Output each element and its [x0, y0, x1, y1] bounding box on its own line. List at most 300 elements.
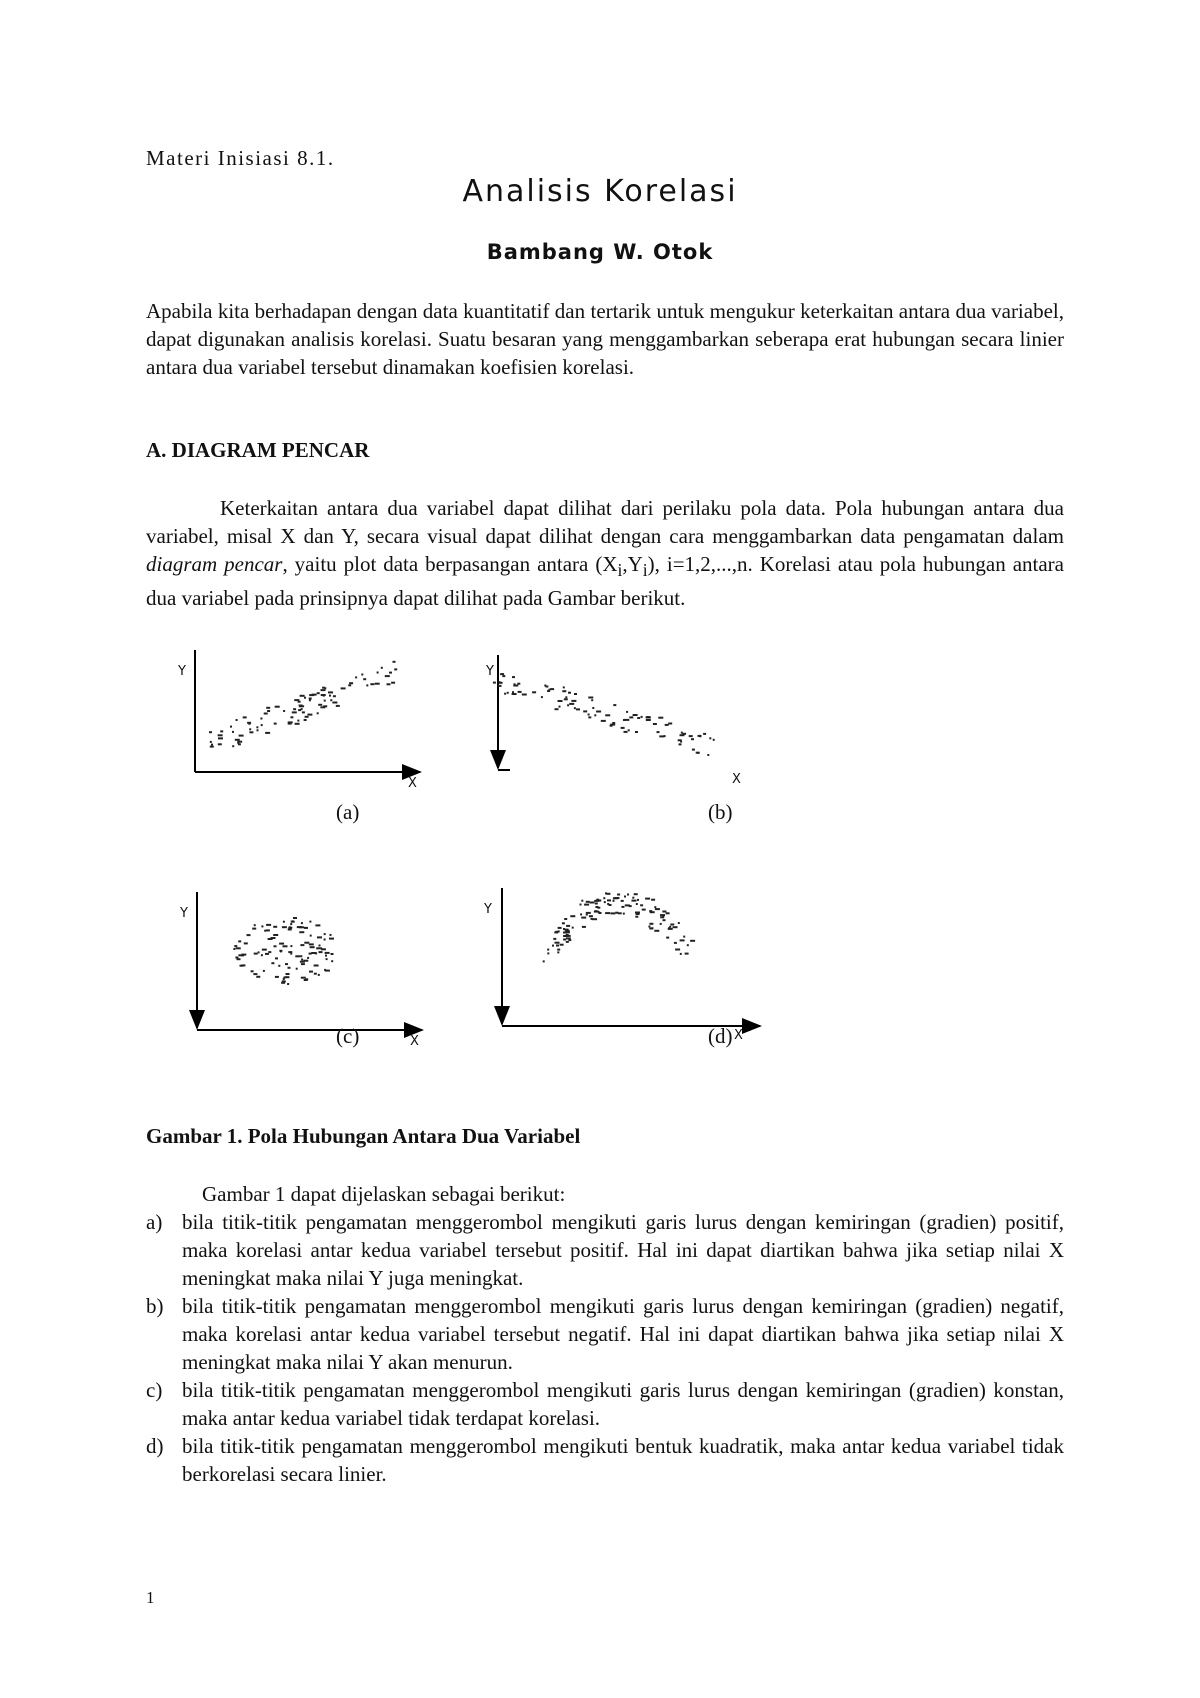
scatter-point	[553, 938, 556, 940]
scatter-point	[513, 685, 518, 687]
scatter-point	[574, 707, 576, 709]
y-axis-label-b: Y	[486, 664, 494, 679]
scatter-point	[633, 714, 638, 716]
list-item	[146, 1432, 1064, 1488]
scatter-point	[253, 973, 257, 975]
scatter-point	[286, 973, 290, 975]
scatter-point	[599, 912, 602, 914]
scatter-point	[678, 922, 680, 924]
scatter-point	[271, 962, 274, 964]
scatter-point	[558, 700, 563, 702]
scatter-point	[623, 719, 625, 721]
scatter-point	[324, 939, 326, 941]
scatter-point	[697, 752, 699, 754]
scatter-point	[391, 682, 395, 684]
scatter-point	[302, 711, 305, 713]
scatter-point	[592, 918, 597, 920]
scatter-point	[301, 922, 303, 924]
scatter-point	[574, 693, 577, 695]
scatter-point	[348, 684, 351, 686]
scatter-point	[627, 894, 629, 896]
scatter-point	[300, 695, 305, 697]
scatter-point	[658, 717, 663, 719]
scatter-point	[236, 719, 238, 721]
scatter-point	[703, 733, 706, 735]
scatter-point	[262, 949, 267, 951]
scatter-point	[541, 696, 543, 698]
scatter-point	[318, 704, 322, 706]
scatter-point	[218, 743, 222, 745]
subscript-i: i	[617, 560, 623, 581]
scatter-point	[301, 963, 305, 965]
panel-label-d: (d)	[708, 1024, 733, 1048]
section-heading: A. DIAGRAM PENCAR	[146, 438, 370, 462]
panel-c	[197, 892, 422, 1030]
scatter-point	[331, 953, 334, 955]
scatter-point	[572, 927, 574, 929]
scatter-point	[238, 940, 241, 942]
scatter-point	[660, 923, 662, 925]
scatter-point	[612, 722, 615, 724]
scatter-point	[309, 699, 311, 701]
scatter-point	[210, 741, 212, 743]
scatter-point	[281, 982, 285, 984]
scatter-point	[333, 695, 336, 697]
scatter-point	[256, 726, 258, 728]
point-cloud-c	[233, 917, 334, 985]
scatter-point	[288, 929, 292, 931]
scatter-point	[273, 926, 277, 928]
scatter-point	[304, 719, 307, 721]
x-axis-label-d: X	[734, 1028, 743, 1043]
scatter-point	[258, 951, 260, 953]
scatter-point	[336, 705, 340, 707]
scatter-point	[678, 739, 682, 741]
scatter-point	[328, 691, 333, 693]
scatter-point	[315, 952, 317, 954]
scatter-point	[550, 688, 554, 690]
scatter-point	[617, 894, 620, 896]
scatter-point	[288, 967, 291, 969]
scatter-point	[377, 672, 379, 674]
scatter-point	[304, 979, 308, 981]
scatter-point	[605, 912, 610, 914]
scatter-point	[274, 945, 277, 947]
scatter-point	[315, 924, 320, 926]
scatter-point	[655, 908, 660, 910]
scatter-point	[681, 732, 683, 734]
scatter-diagrams	[160, 650, 800, 1120]
scatter-point	[304, 697, 306, 699]
scatter-point	[279, 943, 284, 945]
y-axis-label-d: Y	[484, 902, 492, 917]
scatter-point	[660, 916, 664, 918]
scatter-point	[493, 682, 496, 684]
scatter-point	[280, 950, 282, 952]
scatter-point	[690, 940, 695, 942]
scatter-point	[363, 678, 366, 680]
scatter-point	[557, 951, 559, 953]
scatter-point	[659, 735, 664, 737]
scatter-point	[590, 902, 595, 904]
scatter-point	[607, 899, 611, 901]
scatter-point	[568, 692, 571, 694]
scatter-point	[296, 968, 298, 970]
scatter-point	[613, 704, 616, 706]
scatter-point	[263, 970, 265, 972]
scatter-point	[592, 707, 594, 709]
scatter-point	[563, 686, 565, 688]
scatter-point	[552, 945, 554, 947]
scatter-point	[305, 716, 309, 718]
scatter-point	[500, 673, 504, 675]
scatter-point	[518, 691, 522, 693]
scatter-point	[326, 958, 328, 960]
scatter-point	[320, 947, 322, 949]
scatter-point	[307, 714, 312, 716]
scatter-point	[322, 687, 325, 689]
scatter-point	[641, 716, 643, 718]
panel-b	[493, 655, 715, 770]
scatter-point	[275, 976, 279, 978]
scatter-point	[594, 911, 599, 913]
scatter-point	[588, 714, 590, 716]
scatter-point	[555, 942, 560, 944]
scatter-point	[300, 955, 302, 957]
scatter-point	[293, 708, 296, 710]
scatter-point	[309, 953, 312, 955]
scatter-point	[293, 917, 297, 919]
scatter-point	[288, 927, 292, 929]
scatter-point	[287, 983, 289, 985]
scatter-point	[626, 711, 628, 713]
scatter-figure	[160, 650, 800, 1120]
scatter-point	[283, 945, 288, 947]
scatter-point	[268, 951, 271, 953]
scatter-point	[254, 953, 258, 955]
scatter-point	[265, 953, 269, 955]
scatter-point	[297, 720, 299, 722]
scatter-point	[615, 912, 618, 914]
x-axis-label-b: X	[732, 772, 741, 787]
scatter-point	[559, 706, 561, 708]
scatter-point	[581, 917, 586, 919]
body-text-part3: ), i=1,2,...,n. Korelasi atau pola hubungan antara dua variabel pada prinsipnya dapat dilihat pada Gambar berikut.	[146, 552, 1064, 611]
scatter-point	[691, 738, 694, 740]
section-body-paragraph	[146, 494, 1064, 612]
scatter-point	[662, 911, 666, 913]
scatter-point	[389, 672, 392, 674]
scatter-point	[654, 906, 656, 908]
scatter-point	[621, 900, 624, 902]
scatter-point	[330, 699, 332, 701]
scatter-point	[309, 921, 311, 923]
scatter-point	[648, 926, 650, 928]
scatter-point	[300, 944, 304, 946]
y-axis-label-c: Y	[180, 906, 188, 921]
scatter-point	[628, 729, 630, 731]
scatter-point	[569, 703, 574, 705]
scatter-point	[547, 949, 549, 951]
list-item-text: bila titik-titik pengamatan menggerombol mengikuti bentuk kuadratik, maka antar kedua variabel tidak berkorelasi secara linier.	[182, 1434, 1064, 1486]
scatter-point	[349, 682, 353, 684]
scatter-point	[649, 923, 653, 925]
scatter-point	[557, 949, 560, 951]
scatter-point	[297, 926, 302, 928]
scatter-point	[274, 723, 277, 725]
scatter-point	[675, 949, 680, 951]
scatter-point	[290, 953, 292, 955]
scatter-point	[254, 924, 256, 926]
scatter-point	[635, 912, 640, 914]
scatter-point	[265, 732, 270, 734]
list-item	[146, 1292, 1064, 1376]
scatter-point	[331, 960, 333, 962]
scatter-point	[341, 687, 346, 689]
list-item-text: bila titik-titik pengamatan menggerombol mengikuti garis lurus dengan kemiringan (gradien) konstan, maka antar kedua variabel tidak terdapat korelasi.	[182, 1378, 1064, 1430]
scatter-point	[251, 970, 254, 972]
scatter-point	[635, 731, 638, 733]
scatter-point	[685, 953, 689, 955]
scatter-point	[547, 690, 550, 692]
body-italic-term: diagram pencar	[146, 552, 283, 576]
scatter-point	[300, 961, 305, 963]
scatter-point	[247, 722, 251, 724]
scatter-point	[654, 930, 659, 932]
scatter-point	[637, 717, 640, 719]
scatter-point	[218, 737, 223, 739]
scatter-point	[562, 922, 565, 924]
scatter-point	[646, 716, 651, 718]
scatter-point	[292, 711, 297, 713]
scatter-point	[290, 923, 292, 925]
scatter-point	[689, 735, 693, 737]
scatter-point	[209, 731, 212, 733]
scatter-point	[235, 957, 238, 959]
scatter-point	[319, 951, 323, 953]
scatter-point	[591, 699, 593, 701]
scatter-point	[230, 726, 232, 728]
scatter-point	[325, 970, 330, 972]
scatter-point	[556, 945, 559, 947]
scatter-point	[668, 723, 672, 725]
scatter-point	[381, 667, 383, 669]
scatter-point	[256, 976, 260, 978]
scatter-point	[301, 708, 303, 710]
scatter-point	[629, 716, 633, 718]
scatter-point	[594, 714, 596, 716]
scatter-point	[241, 954, 246, 956]
scatter-point	[498, 685, 502, 687]
x-axis-label-a: X	[408, 776, 417, 791]
scatter-point	[512, 691, 514, 693]
scatter-point	[232, 745, 234, 747]
list-marker: a)	[146, 1210, 163, 1234]
scatter-point	[299, 705, 303, 707]
scatter-point	[247, 934, 251, 936]
scatter-point	[594, 900, 599, 902]
scatter-point	[309, 943, 314, 945]
scatter-point	[260, 718, 262, 720]
scatter-point	[651, 899, 655, 901]
scatter-point	[586, 912, 591, 914]
scatter-point	[309, 971, 313, 973]
scatter-point	[283, 710, 285, 712]
scatter-point	[317, 712, 319, 714]
scatter-point	[278, 965, 280, 967]
scatter-point	[329, 695, 331, 697]
point-cloud-a	[209, 661, 397, 748]
scatter-point	[366, 684, 368, 686]
page-number: 1	[146, 1588, 155, 1607]
scatter-point	[666, 912, 670, 914]
scatter-point	[576, 708, 580, 710]
subscript-i: i	[642, 560, 648, 581]
scatter-point	[709, 737, 711, 739]
scatter-point	[211, 744, 213, 746]
scatter-point	[283, 921, 285, 923]
scatter-point	[249, 728, 251, 730]
scatter-point	[567, 935, 571, 937]
scatter-point	[235, 739, 240, 741]
scatter-point	[266, 929, 270, 931]
body-text-part2: , yaitu plot data berpasangan antara (X	[282, 552, 618, 576]
scatter-point	[666, 937, 669, 939]
scatter-point	[635, 916, 638, 918]
scatter-point	[563, 939, 566, 941]
scatter-point	[330, 934, 332, 936]
list-item	[146, 1376, 1064, 1432]
scatter-point	[275, 706, 280, 708]
scatter-point	[220, 730, 223, 732]
scatter-point	[558, 927, 562, 929]
scatter-point	[679, 743, 682, 745]
body-text-part1: Keterkaitan antara dua variabel dapat dilihat dari perilaku pola data. Pola hubungan antara dua variabel, misal X dan Y, secara visual dapat dilihat dengan cara menggambarkan data pengamatan dalam	[146, 496, 1064, 548]
scatter-point	[324, 700, 326, 702]
scatter-point	[502, 675, 505, 677]
scatter-point	[564, 918, 567, 920]
scatter-point	[607, 903, 609, 905]
scatter-point	[624, 719, 629, 721]
scatter-point	[642, 909, 646, 911]
scatter-point	[640, 904, 643, 906]
scatter-point	[595, 906, 598, 908]
list-marker: b)	[146, 1294, 164, 1318]
scatter-point	[325, 952, 330, 954]
scatter-point	[564, 698, 568, 700]
scatter-point	[673, 926, 678, 928]
scatter-point	[295, 723, 300, 725]
scatter-point	[637, 899, 639, 901]
scatter-point	[567, 704, 569, 706]
list-item-text: bila titik-titik pengamatan menggerombol mengikuti garis lurus dengan kemiringan (gradien) negatif, maka korelasi antar kedua variabel tersebut negatif. Hal ini dapat diartikan bahwa jika setiap nilai X meningkat maka nilai Y akan menurun.	[182, 1294, 1064, 1374]
body-comma: ,Y	[622, 552, 643, 576]
scatter-point	[692, 749, 695, 751]
scatter-point	[394, 668, 397, 670]
scatter-point	[596, 711, 601, 713]
scatter-point	[266, 707, 270, 709]
scatter-point	[555, 931, 558, 933]
scatter-point	[653, 723, 657, 725]
scatter-point	[325, 955, 327, 957]
explanation-intro: Gambar 1 dapat dijelaskan sebagai berikut:	[202, 1182, 566, 1206]
scatter-point	[621, 727, 625, 729]
scatter-point	[310, 935, 312, 937]
scatter-point	[595, 903, 598, 905]
scatter-point	[244, 942, 248, 944]
x-axis-label-c: X	[410, 1034, 419, 1049]
scatter-point	[307, 957, 309, 959]
scatter-point	[707, 754, 709, 756]
scatter-point	[329, 938, 334, 940]
scatter-point	[324, 933, 326, 935]
scatter-point	[290, 945, 292, 947]
scatter-point	[613, 900, 615, 902]
scatter-point	[566, 941, 569, 943]
scatter-point	[571, 700, 576, 702]
scatter-point	[218, 734, 223, 736]
scatter-point	[236, 947, 241, 949]
scatter-point	[610, 912, 615, 914]
scatter-point	[261, 954, 263, 956]
scatter-point	[565, 696, 567, 698]
scatter-point	[680, 953, 682, 955]
scatter-point	[570, 915, 575, 917]
scatter-point	[584, 904, 589, 906]
author-name: Bambang W. Otok	[486, 240, 714, 264]
scatter-point	[288, 721, 293, 723]
scatter-point	[604, 901, 606, 903]
scatter-point	[636, 903, 638, 905]
scatter-point	[249, 731, 253, 733]
scatter-point	[507, 692, 509, 694]
scatter-point	[261, 925, 263, 927]
scatter-point	[243, 716, 247, 718]
scatter-point	[314, 965, 319, 967]
scatter-point	[317, 936, 322, 938]
explanation-list	[146, 1208, 1064, 1488]
scatter-point	[233, 948, 235, 950]
panel-label-c: (c)	[336, 1024, 360, 1048]
scatter-point	[560, 944, 564, 946]
scatter-point	[699, 735, 701, 737]
scatter-point	[266, 924, 271, 926]
scatter-point	[275, 957, 278, 959]
scatter-point	[264, 713, 268, 715]
scatter-point	[499, 681, 501, 683]
panel-label-a: (a)	[336, 800, 360, 824]
scatter-point	[566, 937, 571, 939]
panel-d	[502, 888, 760, 1026]
scatter-point	[271, 937, 276, 939]
scatter-point	[393, 661, 396, 663]
scatter-point	[239, 735, 244, 737]
scatter-point	[657, 731, 660, 733]
scatter-point	[645, 898, 650, 900]
scatter-point	[665, 724, 669, 726]
scatter-point	[301, 977, 306, 979]
scatter-point	[680, 939, 685, 941]
scatter-point	[650, 911, 655, 913]
scatter-point	[582, 926, 586, 928]
scatter-point	[601, 720, 606, 722]
document-title: Analisis Korelasi	[462, 174, 738, 209]
scatter-point	[632, 897, 634, 899]
scatter-point	[317, 692, 320, 694]
scatter-point	[299, 931, 304, 933]
scatter-point	[668, 927, 670, 929]
y-axis-label-a: Y	[178, 664, 186, 679]
